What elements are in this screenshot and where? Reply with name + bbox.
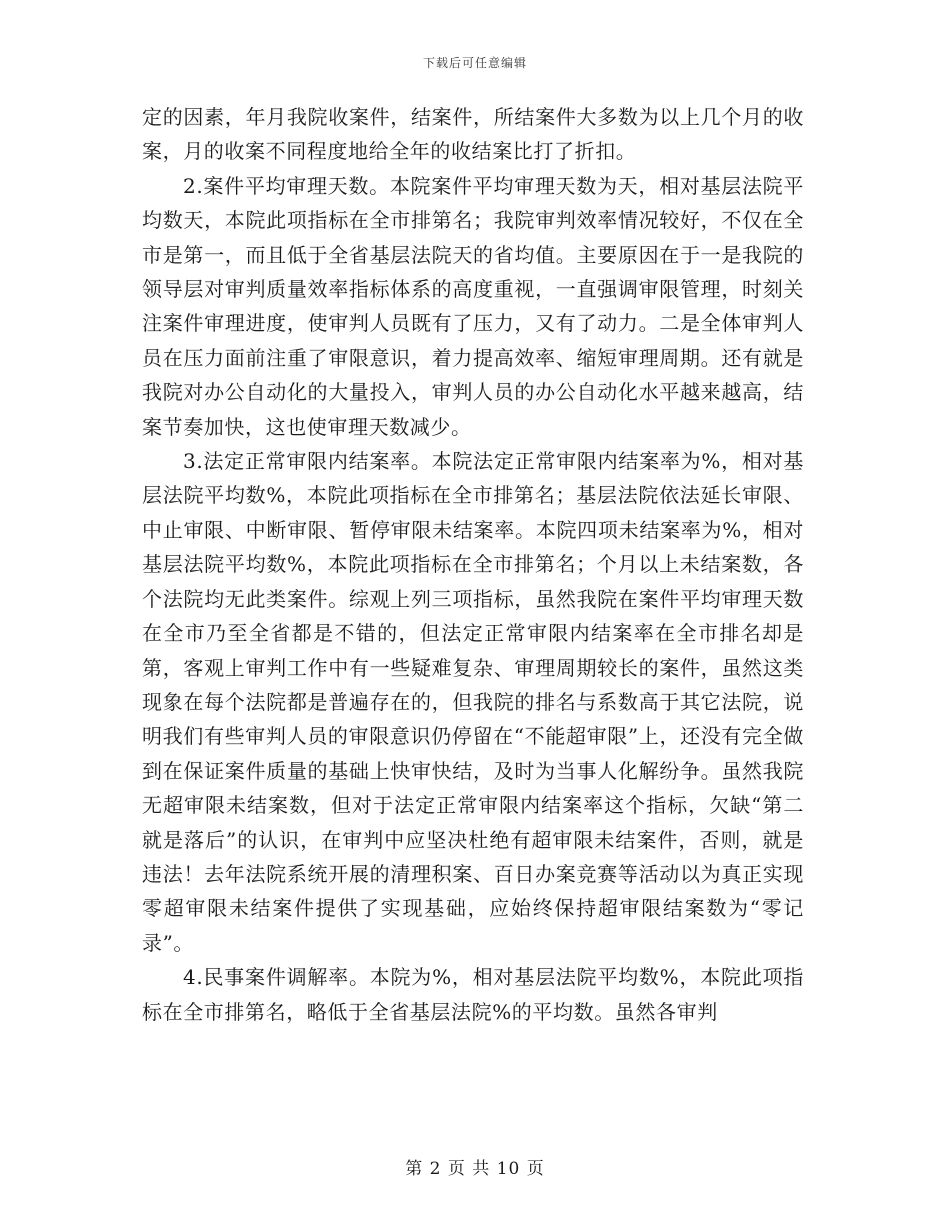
page-header: 下载后可任意编辑 [422, 56, 527, 70]
document-body [142, 100, 804, 1029]
paragraph: 4.民事案件调解率。本院为%，相对基层法院平均数%，本院此项指标在全市排第名，略低于全省基层法院%的平均数。虽然各审判 [142, 965, 804, 1024]
page-number: 第 2 页 共 10 页 [405, 1159, 545, 1179]
paragraph: 2.案件平均审理天数。本院案件平均审理天数为天，相对基层法院平均数天，本院此项指标在全市排第名；我院审判效率情况较好，不仅在全市是第一，而且低于全省基层法院天的省均值。主要原因在于一是我院的领导层对审判质量效率指标体系的高度重视，一直强调审限管理，时刻关注案件审理进度，使审判人员既有了压力，又有了动力。二是全体审判人员在压力面前注重了审限意识，着力提高效率、缩短审理周期。还有就是我院对办公自动化的大量投入，审判人员的办公自动化水平越来越高，结案节奏加快，这也使审理天数减少。 [142, 173, 804, 439]
paragraph: 3.法定正常审限内结案率。本院法定正常审限内结案率为%，相对基层法院平均数%，本院此项指标在全市排第名；基层法院依法延长审限、中止审限、中断审限、暂停审限未结案率。本院四项未结案率为%，相对基层法院平均数%，本院此项指标在全市排第名；个月以上未结案数，各个法院均无此类案件。综观上列三项指标，虽然我院在案件平均审理天数在全市乃至全省都是不错的，但法定正常审限内结案率在全市排名却是第，客观上审判工作中有一些疑难复杂、审理周期较长的案件，虽然这类现象在每个法院都是普遍存在的，但我院的排名与系数高于其它法院，说明我们有些审判人员的审限意识仍停留在“不能超审限”上，还没有完全做到在保证案件质量的基础上快审快结，及时为当事人化解纷争。虽然我院无超审限未结案数，但对于法定正常审限内结案率这个指标，欠缺“第二就是落后”的认识，在审判中应坚决杜绝有超审限未结案件，否则，就是违法！去年法院系统开展的清理积案、百日办案竞赛等活动以为真正实现零超审限未结案件提供了实现基础，应始终保持超审限结案数为“零记录”。 [142, 449, 804, 955]
paragraph: 定的因素，年月我院收案件，结案件，所结案件大多数为以上几个月的收案，月的收案不同程度地给全年的收结案比打了折扣。 [142, 105, 804, 164]
